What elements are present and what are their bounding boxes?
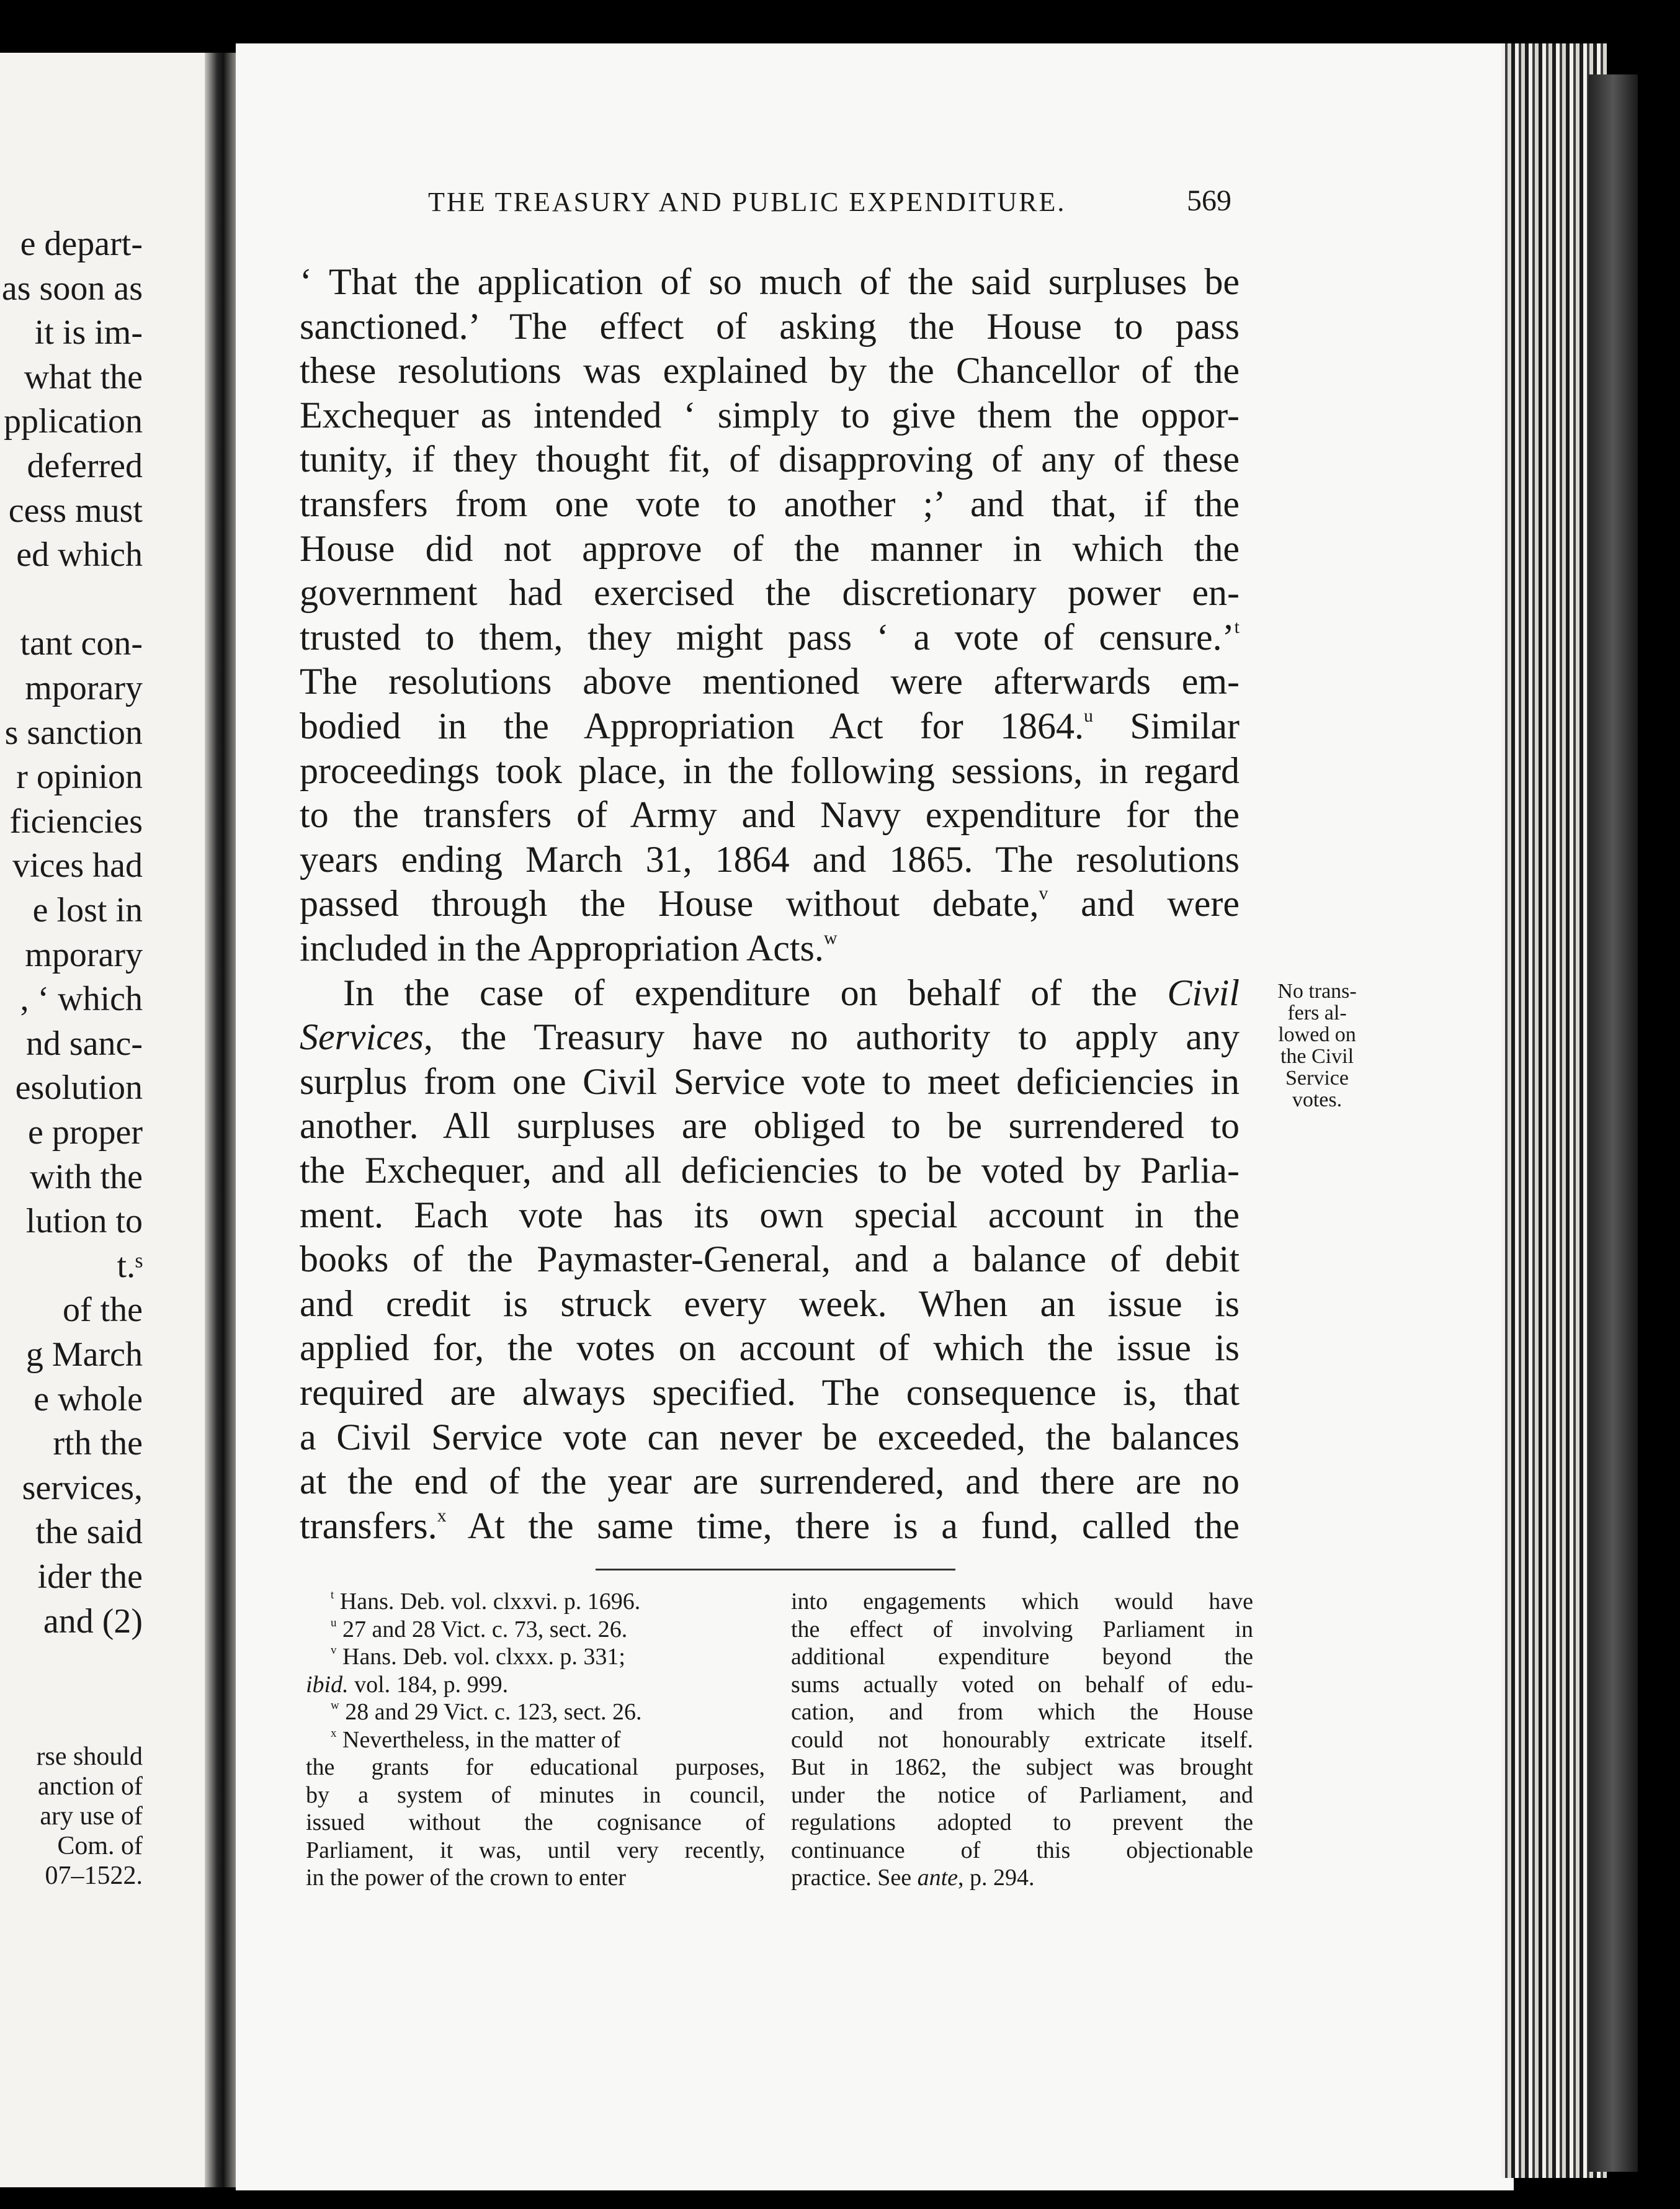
facing-page-footnote-line: ary use of [40,1802,143,1830]
facing-page-line: services, [22,1468,143,1507]
body-line [300,1370,1240,1415]
footnote-line [791,1782,1253,1808]
footnote-text: into engagements which would have [791,1588,1253,1615]
line-text: and credit is struck every week. When an issue is [300,1283,1240,1324]
footnote-text: could not honourably extricate itself. [791,1726,1253,1753]
facing-page-line: with the [30,1157,143,1196]
line-text: House did not approve of the manner in which the [300,527,1240,569]
footnote-line [306,1699,765,1725]
facing-page-line: lution to [25,1202,143,1241]
footnote-text: continuance of this objectionable [791,1837,1253,1863]
footnote-rule [596,1569,955,1570]
body-line [300,1059,1240,1104]
footnote-line [791,1754,1253,1780]
line-text: , the Treasury have no authority to apply any [423,1016,1240,1058]
footnote-line [306,1672,765,1698]
line-text: Similar [1093,706,1240,746]
body-line [300,526,1240,571]
book-cover-edge [1588,74,1638,2172]
italic-text: Civil [1167,972,1240,1013]
margin-note-line: lowed on [1278,1023,1356,1046]
line-text: trusted to them, they might pass ‘ a vote of censure.’ [300,616,1235,658]
facing-page-line: nd sanc- [25,1024,143,1063]
footnote-text: the effect of involving Parliament in [791,1616,1253,1642]
body-line [300,748,1240,793]
body-line [300,259,1240,304]
line-text: passed through the House without debate, [300,883,1039,925]
facing-page-line: e lost in [32,891,143,930]
line-text: The resolutions above mentioned were afterwards em- [300,661,1240,702]
margin-note-line: No trans- [1277,980,1357,1003]
footnote-text: Parliament, it was, until very recently, [306,1837,765,1863]
body-line [300,304,1240,349]
footnote-text: , p. 294. [958,1865,1035,1891]
footnote-line [306,1588,765,1615]
footnote-text: But in 1862, the subject was brought [791,1754,1253,1780]
body-line [300,970,1240,1015]
line-text: at the end of the year are surrendered, and there are no [300,1461,1240,1502]
footnote-reference: t [1234,616,1240,637]
footnote-text: regulations adopted to prevent the [791,1809,1253,1835]
page-number: 569 [1187,184,1231,217]
line-text: required are always specified. The consequence is, that [300,1372,1240,1413]
body-line [300,1148,1240,1193]
body-line [300,482,1240,526]
footnote-text: vol. 184, p. 999. [348,1671,509,1698]
footnote-line [306,1809,765,1835]
body-line [300,615,1240,660]
body-line [300,837,1240,882]
facing-page-line: as soon as [1,269,143,308]
line-text: applied for, the votes on account of which the issue is [300,1327,1240,1369]
line-text: tunity, if they thought fit, of disapproving of any of these [300,439,1240,480]
facing-page-line: , ‘ which [20,980,143,1019]
line-text: At the same time, there is a fund, called the [446,1505,1240,1546]
facing-page-line: and (2) [43,1602,143,1641]
footnote-line [791,1699,1253,1725]
facing-page-left [0,53,205,2187]
margin-note-line: fers al- [1287,1001,1347,1024]
footnote-text: by a system of minutes in council, [306,1781,765,1808]
italic-text: ante [917,1865,958,1891]
line-text: sanctioned.’ The effect of asking the House to pass [300,305,1240,347]
line-text: transfers. [300,1505,437,1546]
footnote-mark: t [331,1588,334,1602]
footnote-mark: u [331,1616,337,1629]
footnote-text: Hans. Deb. vol. clxxx. p. 331; [336,1644,625,1670]
footnote-text: sums actually voted on behalf of edu- [791,1671,1253,1698]
footnote-mark: x [331,1726,337,1740]
line-text: a Civil Service vote can never be exceeded, the balances [300,1416,1240,1458]
line-text: bodied in the Appropriation Act for 1864. [300,706,1084,746]
body-line [300,1281,1240,1326]
body-line [300,659,1240,704]
line-text: books of the Paymaster-General, and a balance of debit [300,1239,1240,1280]
footnote-mark: v [331,1643,337,1657]
facing-page-line: e proper [27,1113,143,1152]
footnote-line [791,1588,1253,1615]
facing-page-line: cess must [8,491,143,530]
facing-page-line: deferred [27,447,143,485]
body-line [300,393,1240,437]
body-line [300,348,1240,393]
line-text: to the transfers of Army and Navy expenditure for the [300,794,1240,836]
line-text: proceedings took place, in the following sessions, in regard [300,750,1240,791]
footnote-mark: w [331,1698,339,1712]
line-text: Exchequer as intended ‘ simply to give them the oppor- [300,394,1240,436]
line-text: ment. Each vote has its own special account in the [300,1194,1240,1235]
body-line [300,1237,1240,1281]
book-gutter [205,53,236,2187]
facing-page-line: e depart- [20,225,143,263]
facing-page-line: what the [24,357,143,397]
footnote-line [306,1644,765,1670]
facing-page-line: e whole [34,1379,143,1418]
facing-page-footnote-line: anction of [37,1772,143,1801]
footnote-text: in the power of the crown to enter [306,1865,626,1891]
body-line [300,792,1240,837]
facing-page-line: ider the [37,1557,143,1596]
footnote-text: Hans. Deb. vol. clxxvi. p. 1696. [334,1588,641,1615]
body-line [300,926,1240,970]
margin-note-line: votes. [1292,1088,1343,1111]
line-text: another. All surpluses are obliged to be surrendered to [300,1105,1240,1147]
footnote-line [306,1754,765,1780]
body-line [300,1103,1240,1148]
margin-note-line: the Civil [1280,1045,1354,1068]
footnote-text: issued without the cognisance of [306,1809,765,1835]
line-text: included in the Appropriation Acts. [300,928,824,969]
body-line [300,881,1240,926]
body-line [300,704,1240,748]
italic-text: ibid. [306,1671,349,1698]
footnote-line [306,1837,765,1863]
facing-page-line: of the [62,1291,143,1330]
body-line [300,437,1240,482]
facing-page-footnote-line: rse should [36,1742,143,1771]
footnote-text: cation, and from which the House [791,1699,1253,1725]
body-line [300,1415,1240,1459]
footnote-line [306,1865,765,1891]
body-line [300,1015,1240,1059]
body-line [300,1503,1240,1548]
facing-page-line: esolution [15,1069,143,1108]
running-title: THE TREASURY AND PUBLIC EXPENDITURE. [428,187,1066,217]
footnote-line [791,1837,1253,1863]
body-line [300,1193,1240,1237]
italic-text: Services [300,1016,424,1058]
footnote-text: additional expenditure beyond the [791,1644,1253,1670]
footnote-text: under the notice of Parliament, and [791,1781,1253,1808]
facing-page-line: tant con- [20,624,143,663]
footnote-line [306,1616,765,1642]
footnote-reference: u [1084,706,1094,726]
footnote-reference: w [823,928,838,948]
line-text: years ending March 31, 1864 and 1865. The resolutions [300,838,1240,880]
facing-page-line: t.ˢ [117,1246,143,1285]
facing-page-line: r opinion [16,758,143,797]
facing-page-line: pplication [4,402,143,441]
facing-page-line: rth the [53,1424,143,1463]
line-text: and were [1048,883,1240,925]
line-text: the Exchequer, and all deficiencies to be voted by Parlia- [300,1150,1240,1191]
footnote-line [791,1644,1253,1670]
line-text: transfers from one vote to another ;’ and that, if the [300,483,1240,524]
margin-note-line: Service [1285,1067,1349,1090]
footnote-text: 28 and 29 Vict. c. 123, sect. 26. [339,1699,642,1725]
footnote-line [791,1865,1253,1891]
facing-page-line: g March [25,1335,143,1374]
facing-page-line: ed which [16,535,143,575]
footnote-line [306,1782,765,1808]
facing-page-line: it is im- [34,313,143,352]
footnote-line [791,1727,1253,1753]
line-text: ‘ That the application of so much of the said surpluses be [300,261,1240,302]
facing-page-line: vices had [12,846,143,885]
footnote-reference: x [437,1505,447,1526]
body-line [300,570,1240,615]
footnote-line [791,1616,1253,1642]
facing-page-footnote-line: Com. of [57,1832,143,1860]
footnote-line [306,1727,765,1753]
body-line [300,1325,1240,1370]
line-text: government had exercised the discretionary power en- [300,572,1240,614]
facing-page-line: ficiencies [9,802,143,841]
facing-page-line: s sanction [4,713,143,752]
footnote-line [791,1809,1253,1835]
facing-page-line: mporary [25,935,143,974]
line-text: these resolutions was explained by the Chancellor of the [300,350,1240,392]
line-text: surplus from one Civil Service vote to meet deficiencies in [300,1060,1240,1102]
line-text: In the case of expenditure on behalf of the [343,972,1168,1013]
footnote-text: 27 and 28 Vict. c. 73, sect. 26. [336,1616,628,1642]
facing-page-line: the said [35,1513,143,1552]
footnote-text: the grants for educational purposes, [306,1754,765,1780]
footnote-line [791,1672,1253,1698]
footnote-text: practice. See [791,1865,918,1891]
facing-page-footnote-line: 07–1522. [45,1862,143,1890]
body-line [300,1459,1240,1503]
footnote-reference: v [1039,883,1048,904]
footnote-text: Nevertheless, in the matter of [336,1726,621,1753]
facing-page-line: mporary [25,669,143,707]
